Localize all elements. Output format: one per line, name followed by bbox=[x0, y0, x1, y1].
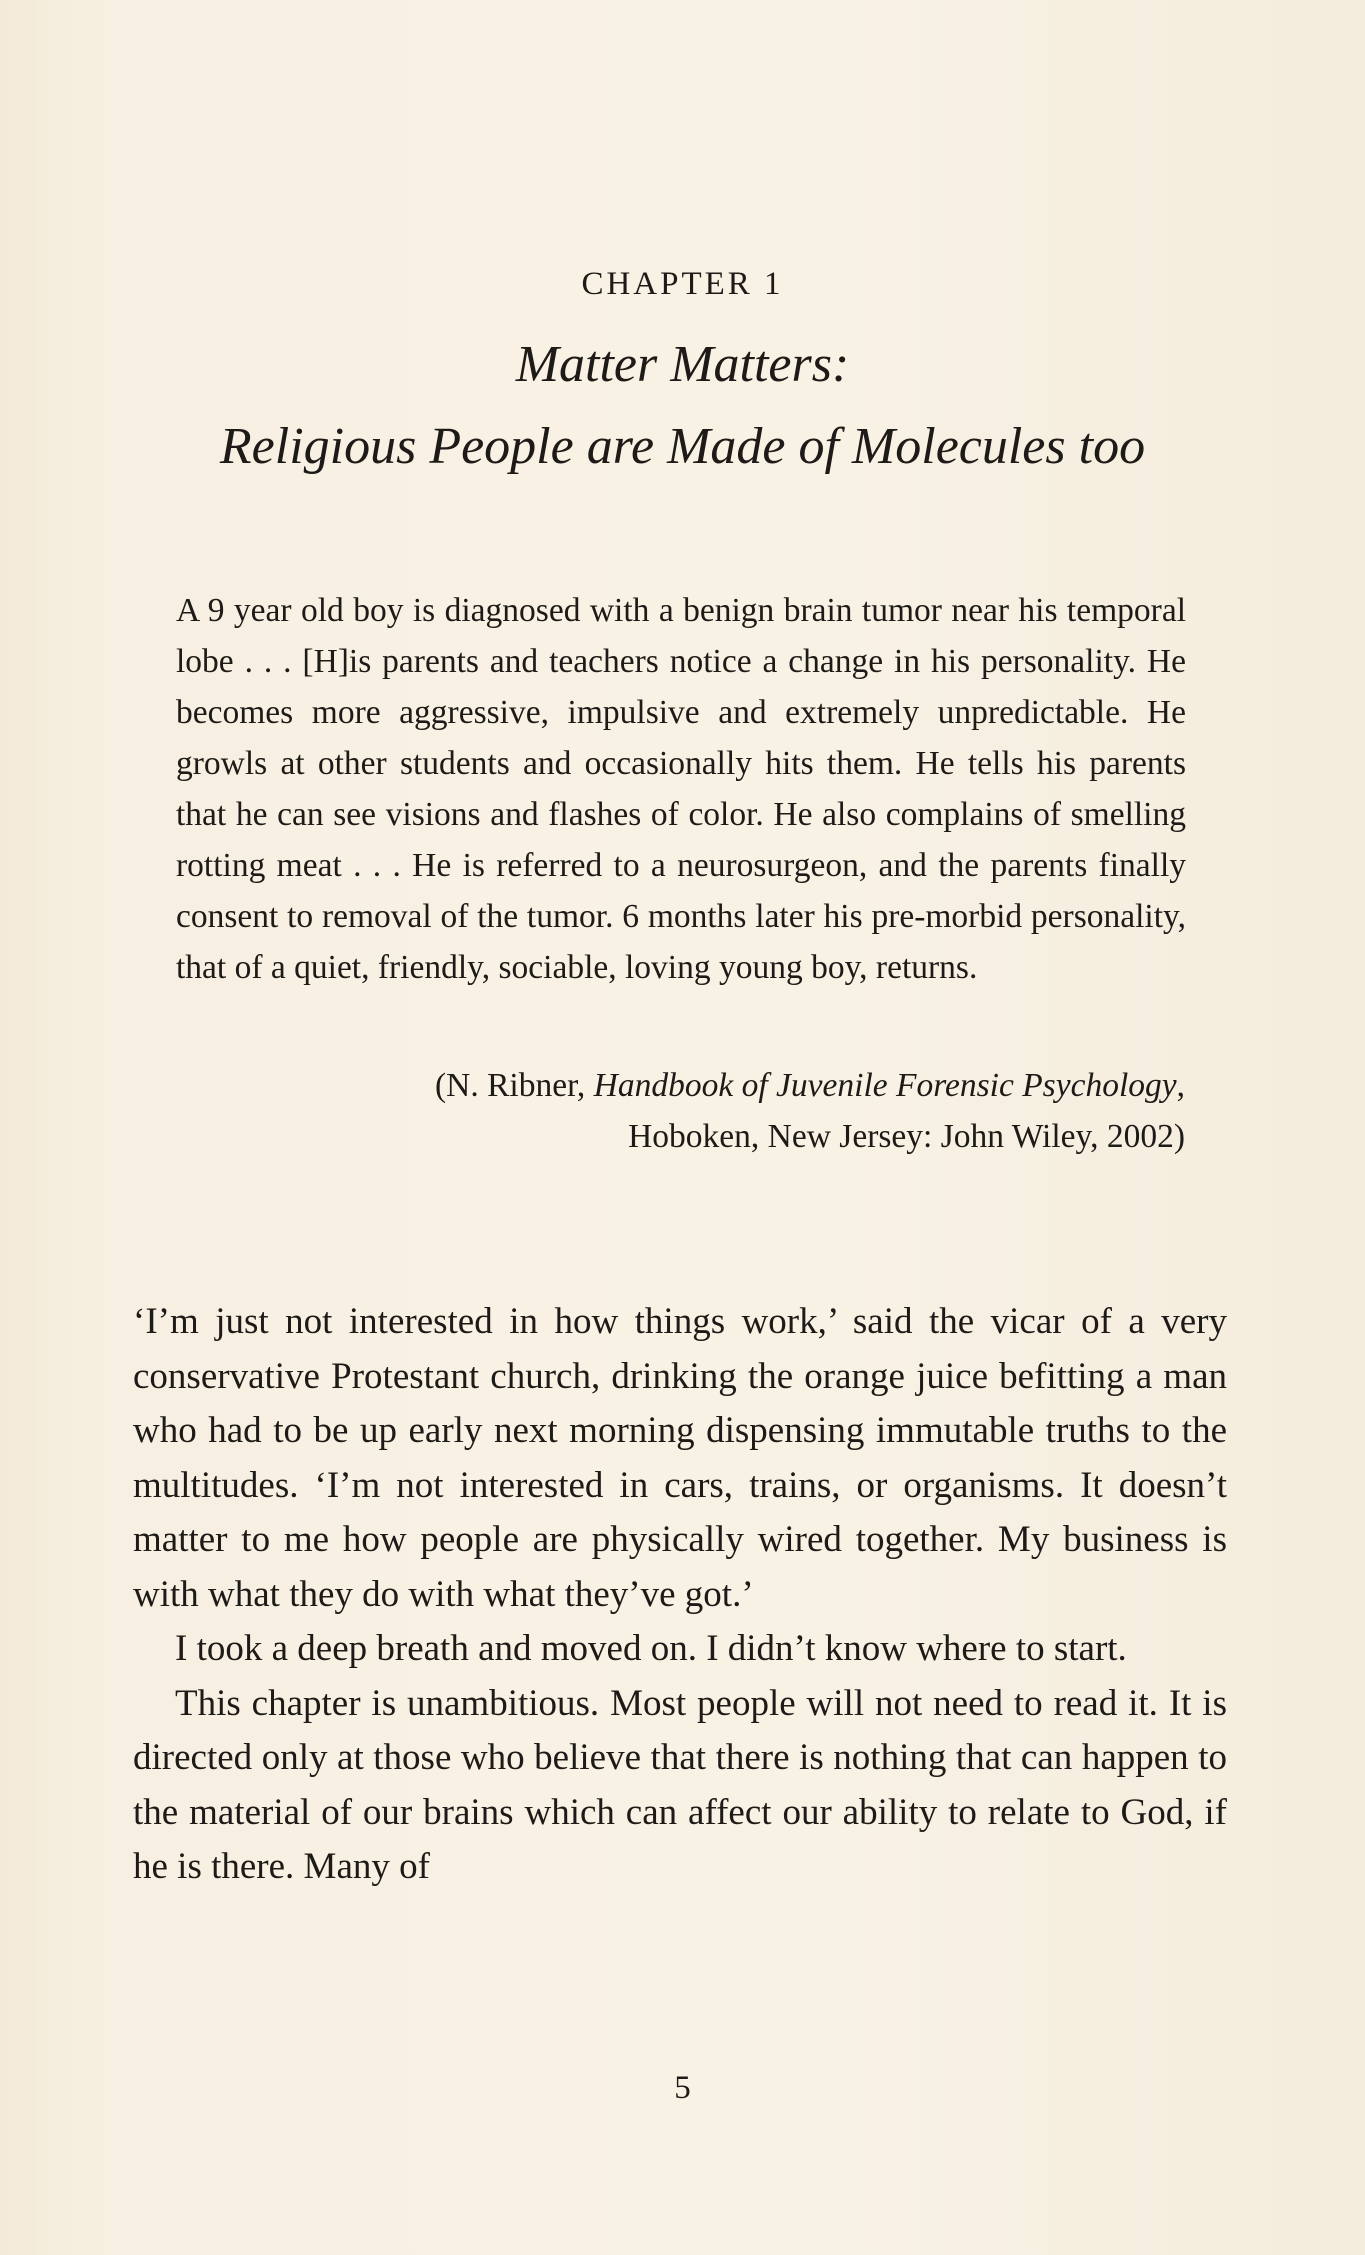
page-number: 5 bbox=[674, 2070, 691, 2106]
body-paragraph-1: ‘I’m just not interested in how things work,’ said the vicar of a very conservative Protestant church, drinking the orange juice befitting a man who had to be up early next morning dispensing immutable truths to the multitudes. ‘I’m not interested in cars, trains, or organisms. It doesn’t matter to me how people are physically wired together. My business is with what they do with what they’ve got.’ bbox=[133, 1301, 1227, 1615]
chapter-title-line-2: Religious People are Made of Molecules too bbox=[219, 418, 1146, 475]
citation-book-title: Handbook of Juvenile Forensic Psychology bbox=[593, 1067, 1177, 1104]
citation-comma: , bbox=[1176, 1067, 1185, 1104]
epigraph-citation bbox=[285, 1060, 1185, 1162]
citation-line-2: Hoboken, New Jersey: John Wiley, 2002) bbox=[628, 1118, 1185, 1155]
chapter-label: CHAPTER 1 bbox=[581, 266, 784, 302]
body-text bbox=[133, 1295, 1227, 1895]
citation-prefix: (N. Ribner, bbox=[434, 1067, 594, 1104]
body-paragraph-3: This chapter is unambitious. Most people will not need to read it. It is directed only at those who believe that there is nothing that can happen to the material of our brains which can affect our ability to relate to God, if he is there. Many of bbox=[133, 1682, 1227, 1887]
body-paragraph-2: I took a deep breath and moved on. I didn’t know where to start. bbox=[175, 1628, 1127, 1669]
citation-line-1 bbox=[285, 1060, 1185, 1111]
chapter-title-line-1: Matter Matters: bbox=[515, 336, 850, 393]
epigraph bbox=[176, 585, 1186, 993]
epigraph-text: A 9 year old boy is diagnosed with a benign brain tumor near his temporal lobe . . . [H]is parents and teachers notice a change in his personality. He becomes more aggressive, impulsive and extremely unpredictable. He growls at other students and occasionally hits them. He tells his parents that he can see visions and flashes of color. He also complains of smelling rotting meat . . . He is referred to a neurosurgeon, and the parents finally consent to removal of the tumor. 6 months later his pre-morbid personality, that of a quiet, friendly, sociable, loving young boy, returns. bbox=[176, 592, 1186, 986]
